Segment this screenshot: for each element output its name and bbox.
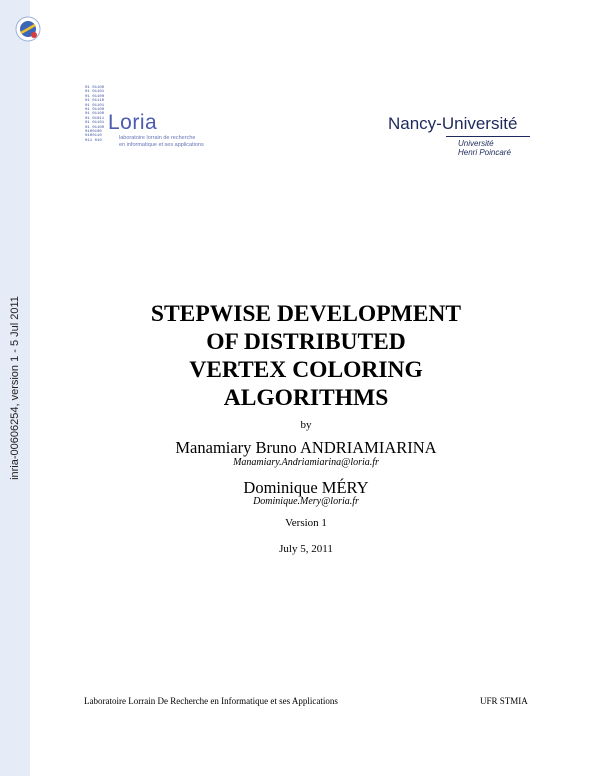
footer-ufr: UFR STMIA: [480, 696, 528, 706]
loria-binary-pattern: 01 01100 01 01101 01 01100 01 01110 01 01101 01 01100 01 01100 01 01011 01 01101 01 01100 0100100 0100110 011 010: [85, 86, 105, 143]
loria-logo: [85, 86, 235, 152]
nancy-logo-rule: [446, 136, 530, 137]
author-name: Dominique MÉRY: [243, 478, 369, 497]
loria-tagline: laboratoire lorrain de recherche en informatique et ses applications: [119, 135, 204, 148]
publication-date: July 5, 2011: [279, 543, 333, 555]
author-email: Manamiary.Andriamiarina@loria.fr: [233, 457, 379, 468]
report-title: [70, 300, 542, 412]
footer-lab-name: Laboratoire Lorrain De Recherche en Informatique et ses Applications: [84, 696, 338, 706]
author-email: Dominique.Mery@loria.fr: [253, 496, 359, 507]
nancy-tagline: Université Henri Poincaré: [458, 139, 511, 157]
archive-stamp: inria-00606254, version 1 - 5 Jul 2011: [9, 296, 21, 480]
title-line: STEPWISE DEVELOPMENT: [150, 301, 462, 327]
hal-badge-icon: [13, 14, 43, 44]
version-label: Version 1: [285, 517, 327, 529]
title-line: VERTEX COLORING: [189, 357, 423, 383]
title-line: ALGORITHMS: [223, 385, 389, 411]
nancy-wordmark: Nancy-Université: [388, 114, 518, 133]
nancy-universite-logo: [388, 114, 538, 164]
by-label: by: [300, 419, 312, 431]
title-line: OF DISTRIBUTED: [206, 329, 406, 355]
loria-wordmark: Loria: [108, 111, 158, 134]
author-name: Manamiary Bruno ANDRIAMIARINA: [175, 438, 437, 457]
